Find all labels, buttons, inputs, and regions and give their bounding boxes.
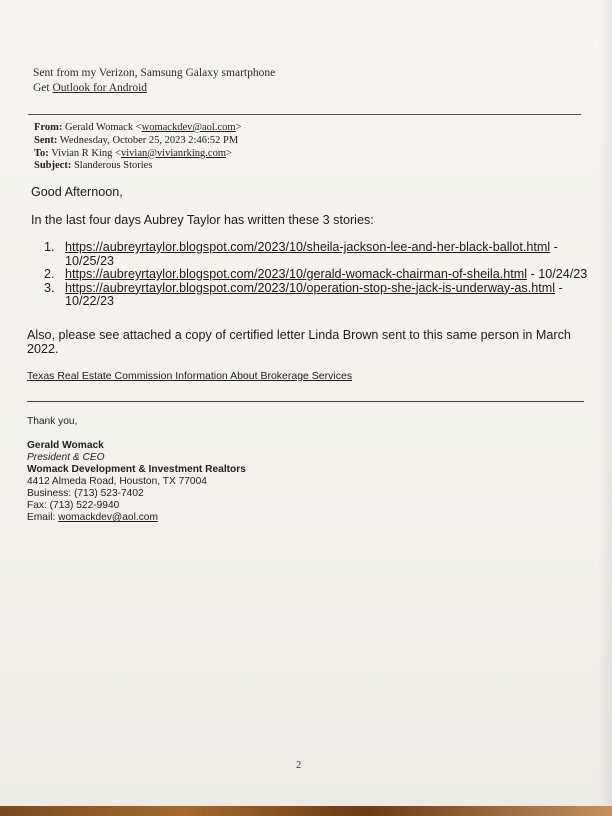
signer-name: Gerald Womack — [27, 440, 104, 451]
signature-divider — [27, 401, 584, 402]
email-label: Email: — [27, 512, 59, 523]
subject-row — [34, 160, 241, 173]
signer-title: President & CEO — [27, 452, 105, 463]
from-end: > — [235, 122, 242, 133]
sent-row — [34, 135, 241, 148]
story-date-continued: 10/22/23 — [65, 294, 115, 308]
story-link[interactable]: https://aubreyrtaylor.blogspot.com/2023/10/gerald-womack-chairman-of-sheila.html — [65, 267, 527, 281]
to-row — [34, 148, 241, 161]
get-outlook-line — [33, 81, 275, 96]
list-number: 3. — [44, 280, 55, 295]
trec-link[interactable]: Texas Real Estate Commission Information About Brokerage Services — [27, 370, 353, 382]
thanks: Thank you, — [27, 416, 78, 427]
sent-label: Sent: — [34, 134, 58, 146]
story-date: - — [550, 240, 558, 254]
list-item — [44, 268, 589, 282]
list-item — [44, 282, 589, 309]
outlook-for-android-link[interactable]: Outlook for Android — [52, 82, 148, 94]
email-row — [27, 512, 246, 524]
attachment-note: Also, please see attached a copy of certified letter Linda Brown sent to this same person in March 2022. — [27, 328, 571, 356]
sent-from-line: Sent from my Verizon, Samsung Galaxy smartphone — [33, 67, 276, 79]
from-value: Gerald Womack < — [65, 122, 142, 133]
sent-from-block — [33, 66, 275, 96]
header-divider — [28, 114, 581, 115]
subject-label: Subject: — [34, 160, 72, 172]
subject-value: Slanderous Stories — [73, 160, 153, 172]
email-header — [34, 122, 241, 173]
company-name: Womack Development & Investment Realtors — [27, 464, 246, 475]
table-surface-edge — [0, 806, 612, 816]
story-link[interactable]: https://aubreyrtaylor.blogspot.com/2023/10/sheila-jackson-lee-and-her-black-ballot.html — [65, 240, 551, 254]
from-label: From: — [34, 122, 63, 133]
stories-list — [44, 241, 589, 309]
to-value: Vivian R King < — [51, 147, 121, 159]
from-email-link[interactable]: womackdev@aol.com — [141, 122, 236, 133]
to-label: To: — [34, 147, 49, 159]
list-number: 1. — [44, 240, 55, 254]
to-end: > — [226, 147, 232, 159]
story-date-continued: 10/25/23 — [65, 253, 115, 268]
story-date: - — [555, 280, 563, 295]
business-phone: Business: (713) 523-7402 — [27, 488, 144, 499]
to-email-link[interactable]: vivian@vivianrking.com — [120, 147, 227, 159]
get-prefix: Get — [33, 82, 53, 94]
page-shadow — [598, 0, 612, 806]
list-number: 2. — [44, 267, 55, 281]
list-item — [44, 241, 589, 268]
page-number: 2 — [296, 760, 302, 771]
fax-number: Fax: (713) 522-9940 — [27, 500, 120, 511]
story-link[interactable]: https://aubreyrtaylor.blogspot.com/2023/10/operation-stop-she-jack-is-underway-as.html — [65, 280, 555, 295]
signature-block — [27, 416, 246, 524]
address: 4412 Almeda Road, Houston, TX 77004 — [27, 476, 207, 487]
greeting: Good Afternoon, — [31, 185, 123, 199]
from-row — [34, 122, 241, 135]
story-date: - 10/24/23 — [527, 267, 588, 281]
intro-text: In the last four days Aubrey Taylor has written these 3 stories: — [31, 213, 374, 227]
signature-email-link[interactable]: womackdev@aol.com — [58, 512, 158, 523]
sent-value: Wednesday, October 25, 2023 2:46:52 PM — [59, 134, 239, 146]
